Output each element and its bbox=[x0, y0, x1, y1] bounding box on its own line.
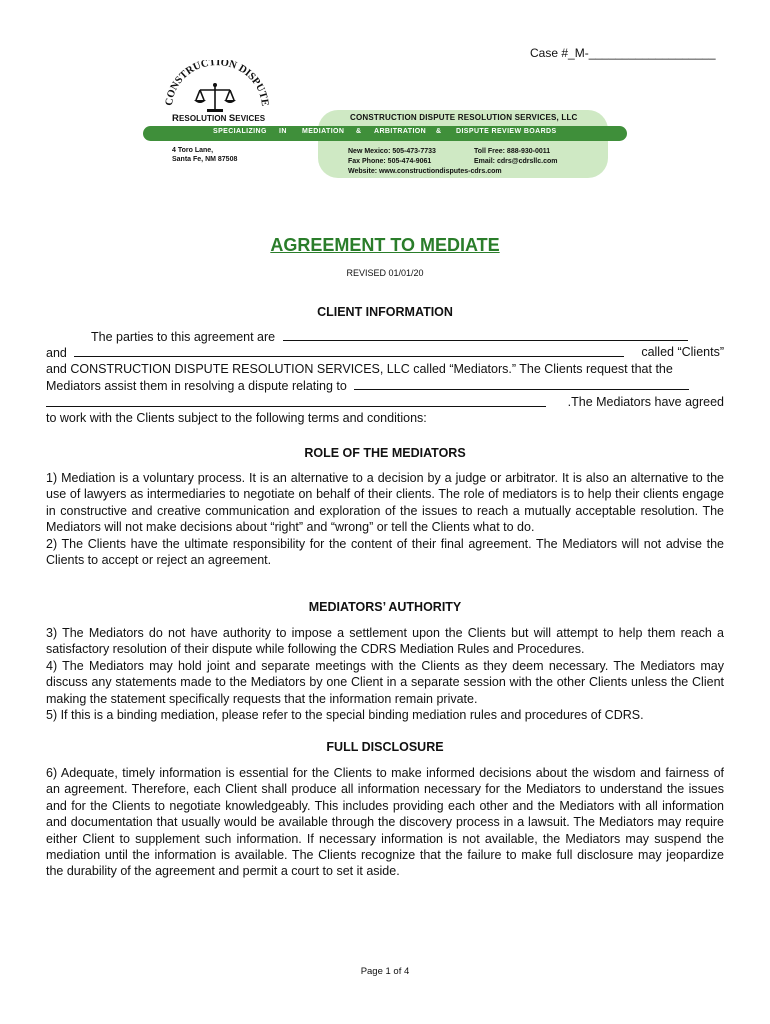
scales-of-justice-icon bbox=[160, 60, 270, 120]
email-address: Email: cdrs@cdrsllc.com bbox=[474, 158, 558, 165]
band-word: ARBITRATION bbox=[374, 128, 427, 135]
dispute-subject-field[interactable] bbox=[354, 378, 689, 390]
second-party-field[interactable] bbox=[74, 345, 624, 357]
band-word: MEDIATION bbox=[302, 128, 345, 135]
section-heading-disclosure: FULL DISCLOSURE bbox=[326, 740, 444, 754]
client-info-line-6: to work with the Clients subject to the following terms and conditions: bbox=[46, 411, 427, 425]
paragraph: 4) The Mediators may hold joint and separate meetings with the Clients as they deem necessary. The Mediators may discuss any statements made to the Mediators by one Client in a separate session with the other Clients unless the Client making the statement specifically requests that the information remain private. bbox=[46, 658, 724, 706]
client-info-line-2: and called “Clients” bbox=[46, 345, 724, 360]
mailing-address bbox=[172, 146, 237, 164]
role-section bbox=[46, 470, 724, 568]
document-title: AGREEMENT TO MEDIATE bbox=[270, 235, 500, 255]
paragraph: 2) The Clients have the ultimate responsibility for the content of their final agreement. The Mediators will not advise the Clients to accept or reject an agreement. bbox=[46, 536, 724, 568]
logo-subtitle: RESOLUTION SEVICES bbox=[172, 113, 266, 124]
case-number: Case #_M-___________________ bbox=[530, 46, 716, 60]
paragraph: 6) Adequate, timely information is essential for the Clients to make informed decisions about the wisdom and fairness of an agreement. Therefore, each Client shall produce all information necessary for the Mediators to understand the issues and for the Clients to negotiate knowledgeably. This includes providing each other and the Mediators with all information and documentation that usually would be available through the discovery process in a lawsuit. The Mediators may require either Client to supplement such information. If necessary information is not available, the Mediators may suspend the mediation until the information is available. The Clients recognize that the failure to make full disclosure may jeopardize the durability of the agreement and permit a court to set it aside. bbox=[46, 766, 724, 879]
toll-free-number: Toll Free: 888-930-0011 bbox=[474, 148, 551, 155]
client-info-line-4: Mediators assist them in resolving a dispute relating to bbox=[46, 378, 724, 393]
disclosure-section bbox=[46, 765, 724, 880]
section-heading-client-info: CLIENT INFORMATION bbox=[317, 305, 453, 319]
address-line: Santa Fe, NM 87508 bbox=[172, 156, 238, 163]
svg-text:CONSTRUCTION DISPUTE bbox=[164, 60, 270, 107]
client-info-line-3: and CONSTRUCTION DISPUTE RESOLUTION SERVICES, LLC called “Mediators.” The Clients request that the bbox=[46, 362, 673, 376]
phone-number: New Mexico: 505-473-7733 bbox=[348, 148, 436, 155]
paragraph: 3) The Mediators do not have authority to impose a settlement upon the Clients but will attempt to help them reach a satisfactory resolution of their dispute while following the CDRS Mediation Rules and Procedures. bbox=[46, 626, 724, 657]
dispute-subject-field-cont[interactable] bbox=[46, 395, 546, 407]
website: Website: www.constructiondisputes-cdrs.com bbox=[348, 168, 502, 175]
client-info-line-5: .The Mediators have agreed bbox=[46, 395, 724, 410]
contact-right bbox=[474, 147, 557, 167]
paragraph: 1) Mediation is a voluntary process. It is an alternative to a decision by a judge or arbitrator. It is also an alternative to the use of lawyers as intermediaries to negotiate on behalf of their clients. The role of mediators is to help their clients engage in constructive and creative communication and exploration of the issues to reach a mutually acceptable resolution. The Mediators will not make decisions about “right” and “wrong” or tell the Clients what to do. bbox=[46, 471, 724, 535]
band-word: DISPUTE REVIEW BOARDS bbox=[456, 128, 557, 135]
band-word: & bbox=[356, 128, 362, 135]
logo-arc-text: CONSTRUCTION DISPUTE bbox=[163, 60, 270, 107]
address-line: 4 Toro Lane, bbox=[172, 147, 214, 154]
page-number: Page 1 of 4 bbox=[360, 966, 410, 977]
company-name: CONSTRUCTION DISPUTE RESOLUTION SERVICES, LLC bbox=[350, 113, 578, 122]
cdrs-logo bbox=[160, 60, 270, 120]
specialty-band bbox=[143, 126, 627, 141]
section-heading-authority: MEDIATORS’ AUTHORITY bbox=[308, 600, 462, 614]
revision-date: REVISED 01/01/20 bbox=[346, 268, 424, 278]
band-word: IN bbox=[279, 128, 287, 135]
parties-field[interactable] bbox=[283, 329, 688, 341]
authority-section bbox=[46, 625, 724, 723]
section-heading-role: ROLE OF THE MEDIATORS bbox=[304, 446, 466, 460]
fax-number: Fax Phone: 505-474-9061 bbox=[348, 158, 432, 165]
paragraph: 5) If this is a binding mediation, please refer to the special binding mediation rules and procedures of CDRS. bbox=[46, 708, 644, 723]
band-word: & bbox=[436, 128, 442, 135]
client-info-line-1: The parties to this agreement are bbox=[46, 329, 724, 344]
band-word: SPECIALIZING bbox=[213, 128, 267, 135]
